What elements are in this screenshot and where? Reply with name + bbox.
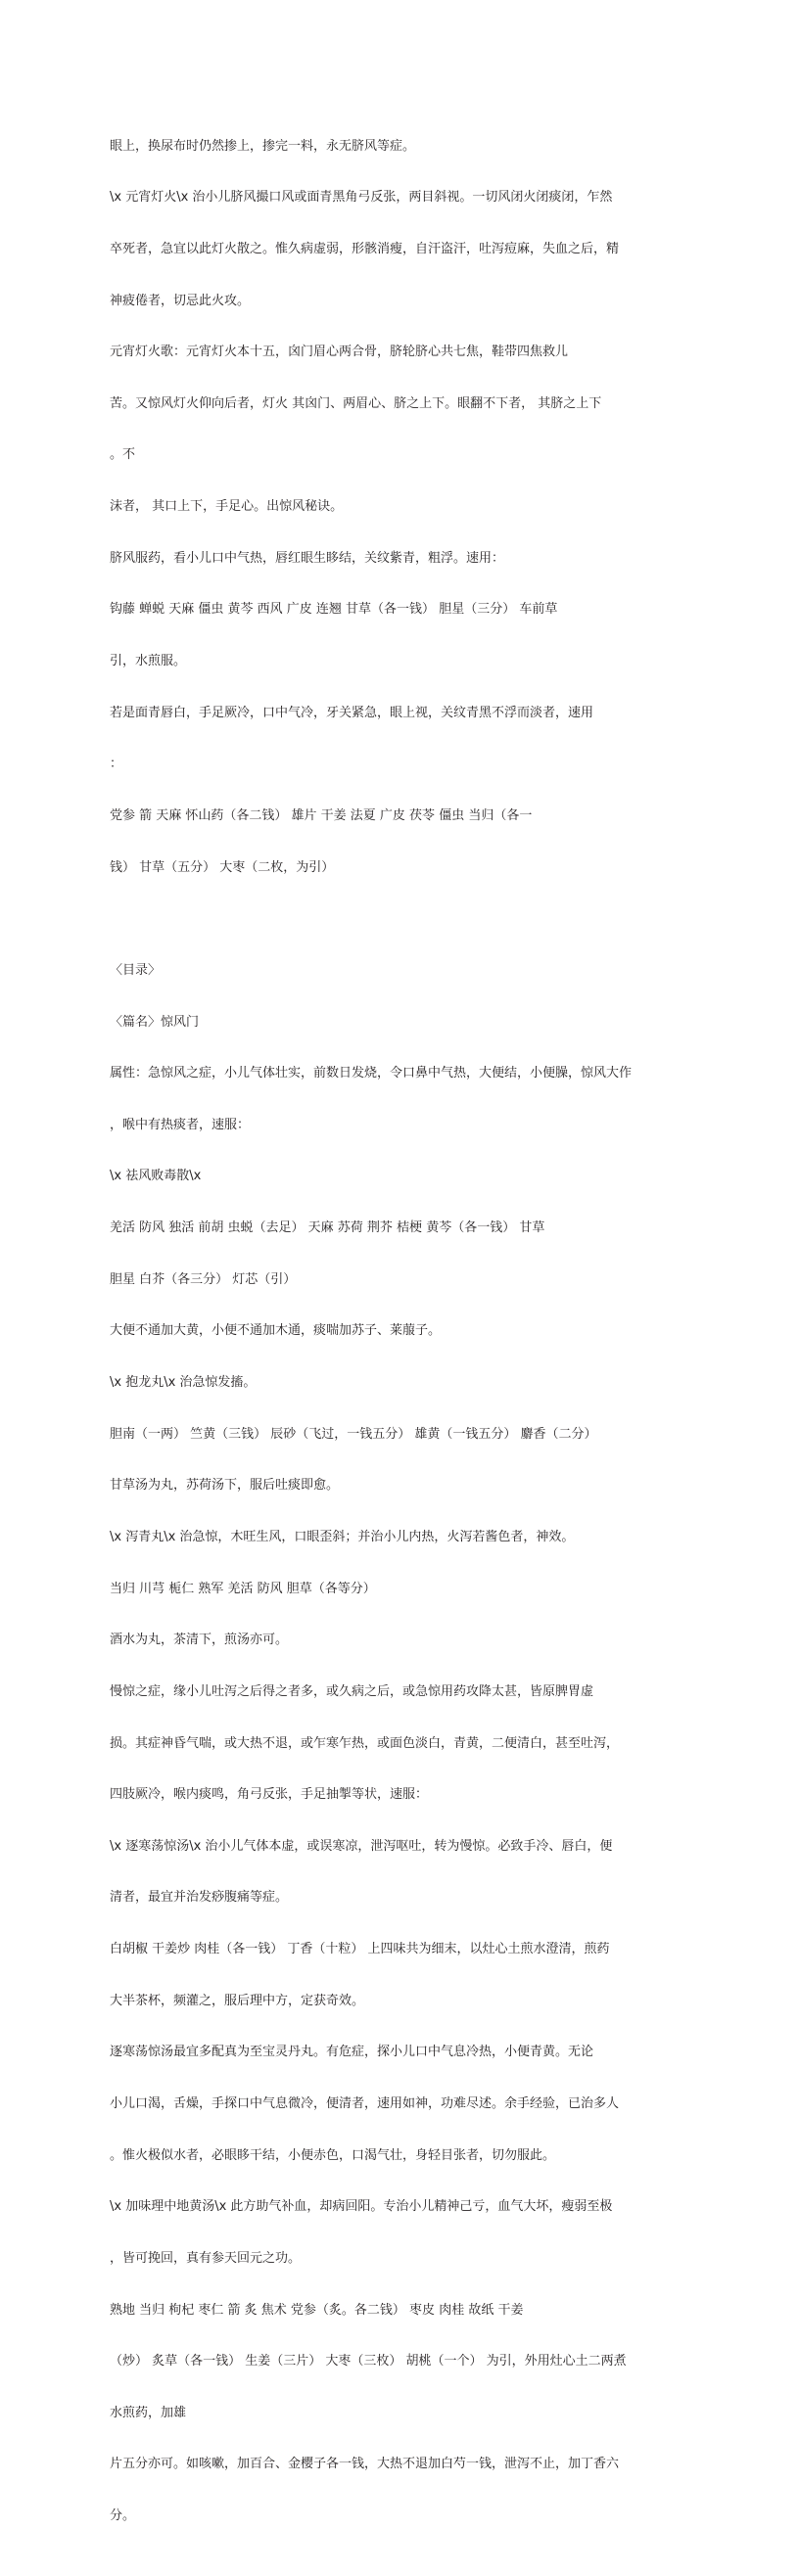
text-line: 属性：急惊风之症，小儿气体壮实，前数日发烧，令口鼻中气热，大便结，小便臊，惊风大作 <box>110 1066 633 1081</box>
text-line: 。惟火极似水者，必眼眵干结，小便赤色，口渴气壮，身轻目张者，切勿服此。 <box>110 2147 556 2163</box>
text-line: 眼上，换尿布时仍然掺上，掺完一料，永无脐风等症。 <box>110 138 416 154</box>
text-line: \x 逐寒荡惊汤\x 治小儿气体本虚，或误寒凉，泄泻呕吐，转为慢惊。必致手冷、唇白，便 <box>110 1838 613 1854</box>
text-line: 逐寒荡惊汤最宜多配真为至宝灵丹丸。有危症，探小儿口中气息冷热，小便青黄。无论 <box>110 2045 594 2060</box>
blank-line <box>110 910 674 928</box>
text-line: 钩藤 蝉蜕 天麻 僵虫 黄芩 西风 广皮 连翘 甘草（各一钱） 胆星（三分） 车前草 <box>110 602 558 618</box>
text-line: \x 元宵灯火\x 治小儿脐风撮口风或面青黑角弓反张，两目斜视。一切风闭火闭痰闭，乍然 <box>110 190 613 206</box>
document-text-body <box>110 86 674 2576</box>
text-line: 。不 <box>110 447 136 463</box>
text-line: 当归 川芎 栀仁 熟军 羌活 防风 胆草（各等分） <box>110 1581 376 1596</box>
text-line: 四肢厥冷，喉内痰鸣，角弓反张，手足抽掣等状，速服： <box>110 1787 429 1803</box>
text-line: 胆南（一两） 竺黄（三钱） 辰砂（飞过，一钱五分） 雄黄（一钱五分） 麝香（二分） <box>110 1426 597 1442</box>
text-line: ，喉中有热痰者，速服： <box>110 1117 251 1132</box>
text-line: \x 加味理中地黄汤\x 此方助气补血，却病回阳。专治小儿精神己亏，血气大坏，瘦弱至极 <box>110 2199 613 2215</box>
text-line: 羌活 防风 独活 前胡 虫蜕（去足） 天麻 苏荷 荆芥 桔梗 黄芩（各一钱） 甘草 <box>110 1220 545 1236</box>
text-line: 水煎药，加雄 <box>110 2405 187 2420</box>
text-line: 片五分亦可。如咳嗽，加百合、金樱子各一钱，大热不退加白芍一钱，泄泻不止，加丁香六 <box>110 2457 620 2472</box>
text-line: （炒） 炙草（各一钱） 生姜（三片） 大枣（三枚） 胡桃（一个） 为引，外用灶心土二两煮 <box>110 2354 627 2369</box>
text-line: 脐风服药，看小儿口中气热，唇红眼生眵结，关纹紫青，粗浮。速用： <box>110 550 505 566</box>
text-line: 大便不通加大黄，小便不通加木通，痰喘加苏子、莱菔子。 <box>110 1323 442 1339</box>
text-line: 白胡椒 干姜炒 肉桂（各一钱） 丁香（十粒） 上四味共为细末，以灶心土煎水澄清，煎药 <box>110 1942 610 1957</box>
catalog-marker: 〈目录〉 <box>110 962 162 978</box>
text-line: 小儿口渴，舌燥，手探口中气息微冷，便清者，速用如神，功难尽述。余手经验，已治多人 <box>110 2095 620 2111</box>
text-line: \x 祛风败毒散\x <box>110 1169 202 1184</box>
text-line: 神疲倦者，切忌此火攻。 <box>110 293 251 308</box>
text-line: 慢惊之症，缘小儿吐泻之后得之者多，或久病之后，或急惊用药攻降太甚，皆原脾胃虚 <box>110 1683 594 1699</box>
text-line: \x 泻青丸\x 治急惊，木旺生风，口眼歪斜；并治小儿内热，火泻若酱色者，神效。 <box>110 1529 575 1544</box>
text-line: 损。其症神昏气喘，或大热不退，或乍寒乍热，或面色淡白，青黄，二便清白，甚至吐泻， <box>110 1735 620 1751</box>
text-line: 胆星 白芥（各三分） 灯芯（引） <box>110 1271 297 1287</box>
text-line: 酒水为丸，茶清下，煎汤亦可。 <box>110 1633 289 1648</box>
text-line: 清者，最宜并治发痧腹痛等症。 <box>110 1890 289 1906</box>
text-line: 党参 箭 天麻 怀山药（各二钱） 雄片 干姜 法夏 广皮 茯苓 僵虫 当归（各一 <box>110 807 533 823</box>
text-line: 卒死者，急宜以此灯火散之。惟久病虚弱，形骸消瘦，自汗盗汗，吐泻痘麻，失血之后，精 <box>110 241 620 256</box>
text-line: ： <box>110 757 123 772</box>
text-line: 若是面青唇白，手足厥冷，口中气冷，牙关紧急，眼上视，关纹青黑不浮而淡者，速用 <box>110 705 594 720</box>
text-line: 熟地 当归 枸杞 枣仁 箭 炙 焦术 党参（炙。各二钱） 枣皮 肉桂 故纸 干姜 <box>110 2302 524 2318</box>
text-line: ，皆可挽回，真有参天回元之功。 <box>110 2250 302 2266</box>
text-line: 引，水煎服。 <box>110 654 187 669</box>
section-title-marker: 〈篇名〉惊风门 <box>110 1014 200 1030</box>
text-line: 元宵灯火歌：元宵灯火本十五，囟门眉心两合骨，脐轮脐心共七焦，鞋带四焦救儿 <box>110 345 569 360</box>
text-line: 大半茶杯，频灌之，服后理中方，定获奇效。 <box>110 1993 365 2008</box>
text-line: 分。 <box>110 2508 136 2524</box>
text-line: 甘草汤为丸，苏荷汤下，服后吐痰即愈。 <box>110 1478 340 1494</box>
text-line: 沫者， 其口上下，手足心。出惊风秘诀。 <box>110 499 344 515</box>
text-line: 钱） 甘草（五分） 大枣（二枚，为引） <box>110 859 335 875</box>
text-line: \x 抱龙丸\x 治急惊发搐。 <box>110 1375 257 1391</box>
text-line: 苦。又惊风灯火仰向后者，灯火 其囟门、两眉心、脐之上下。眼翻不下者， 其脐之上下 <box>110 395 602 411</box>
